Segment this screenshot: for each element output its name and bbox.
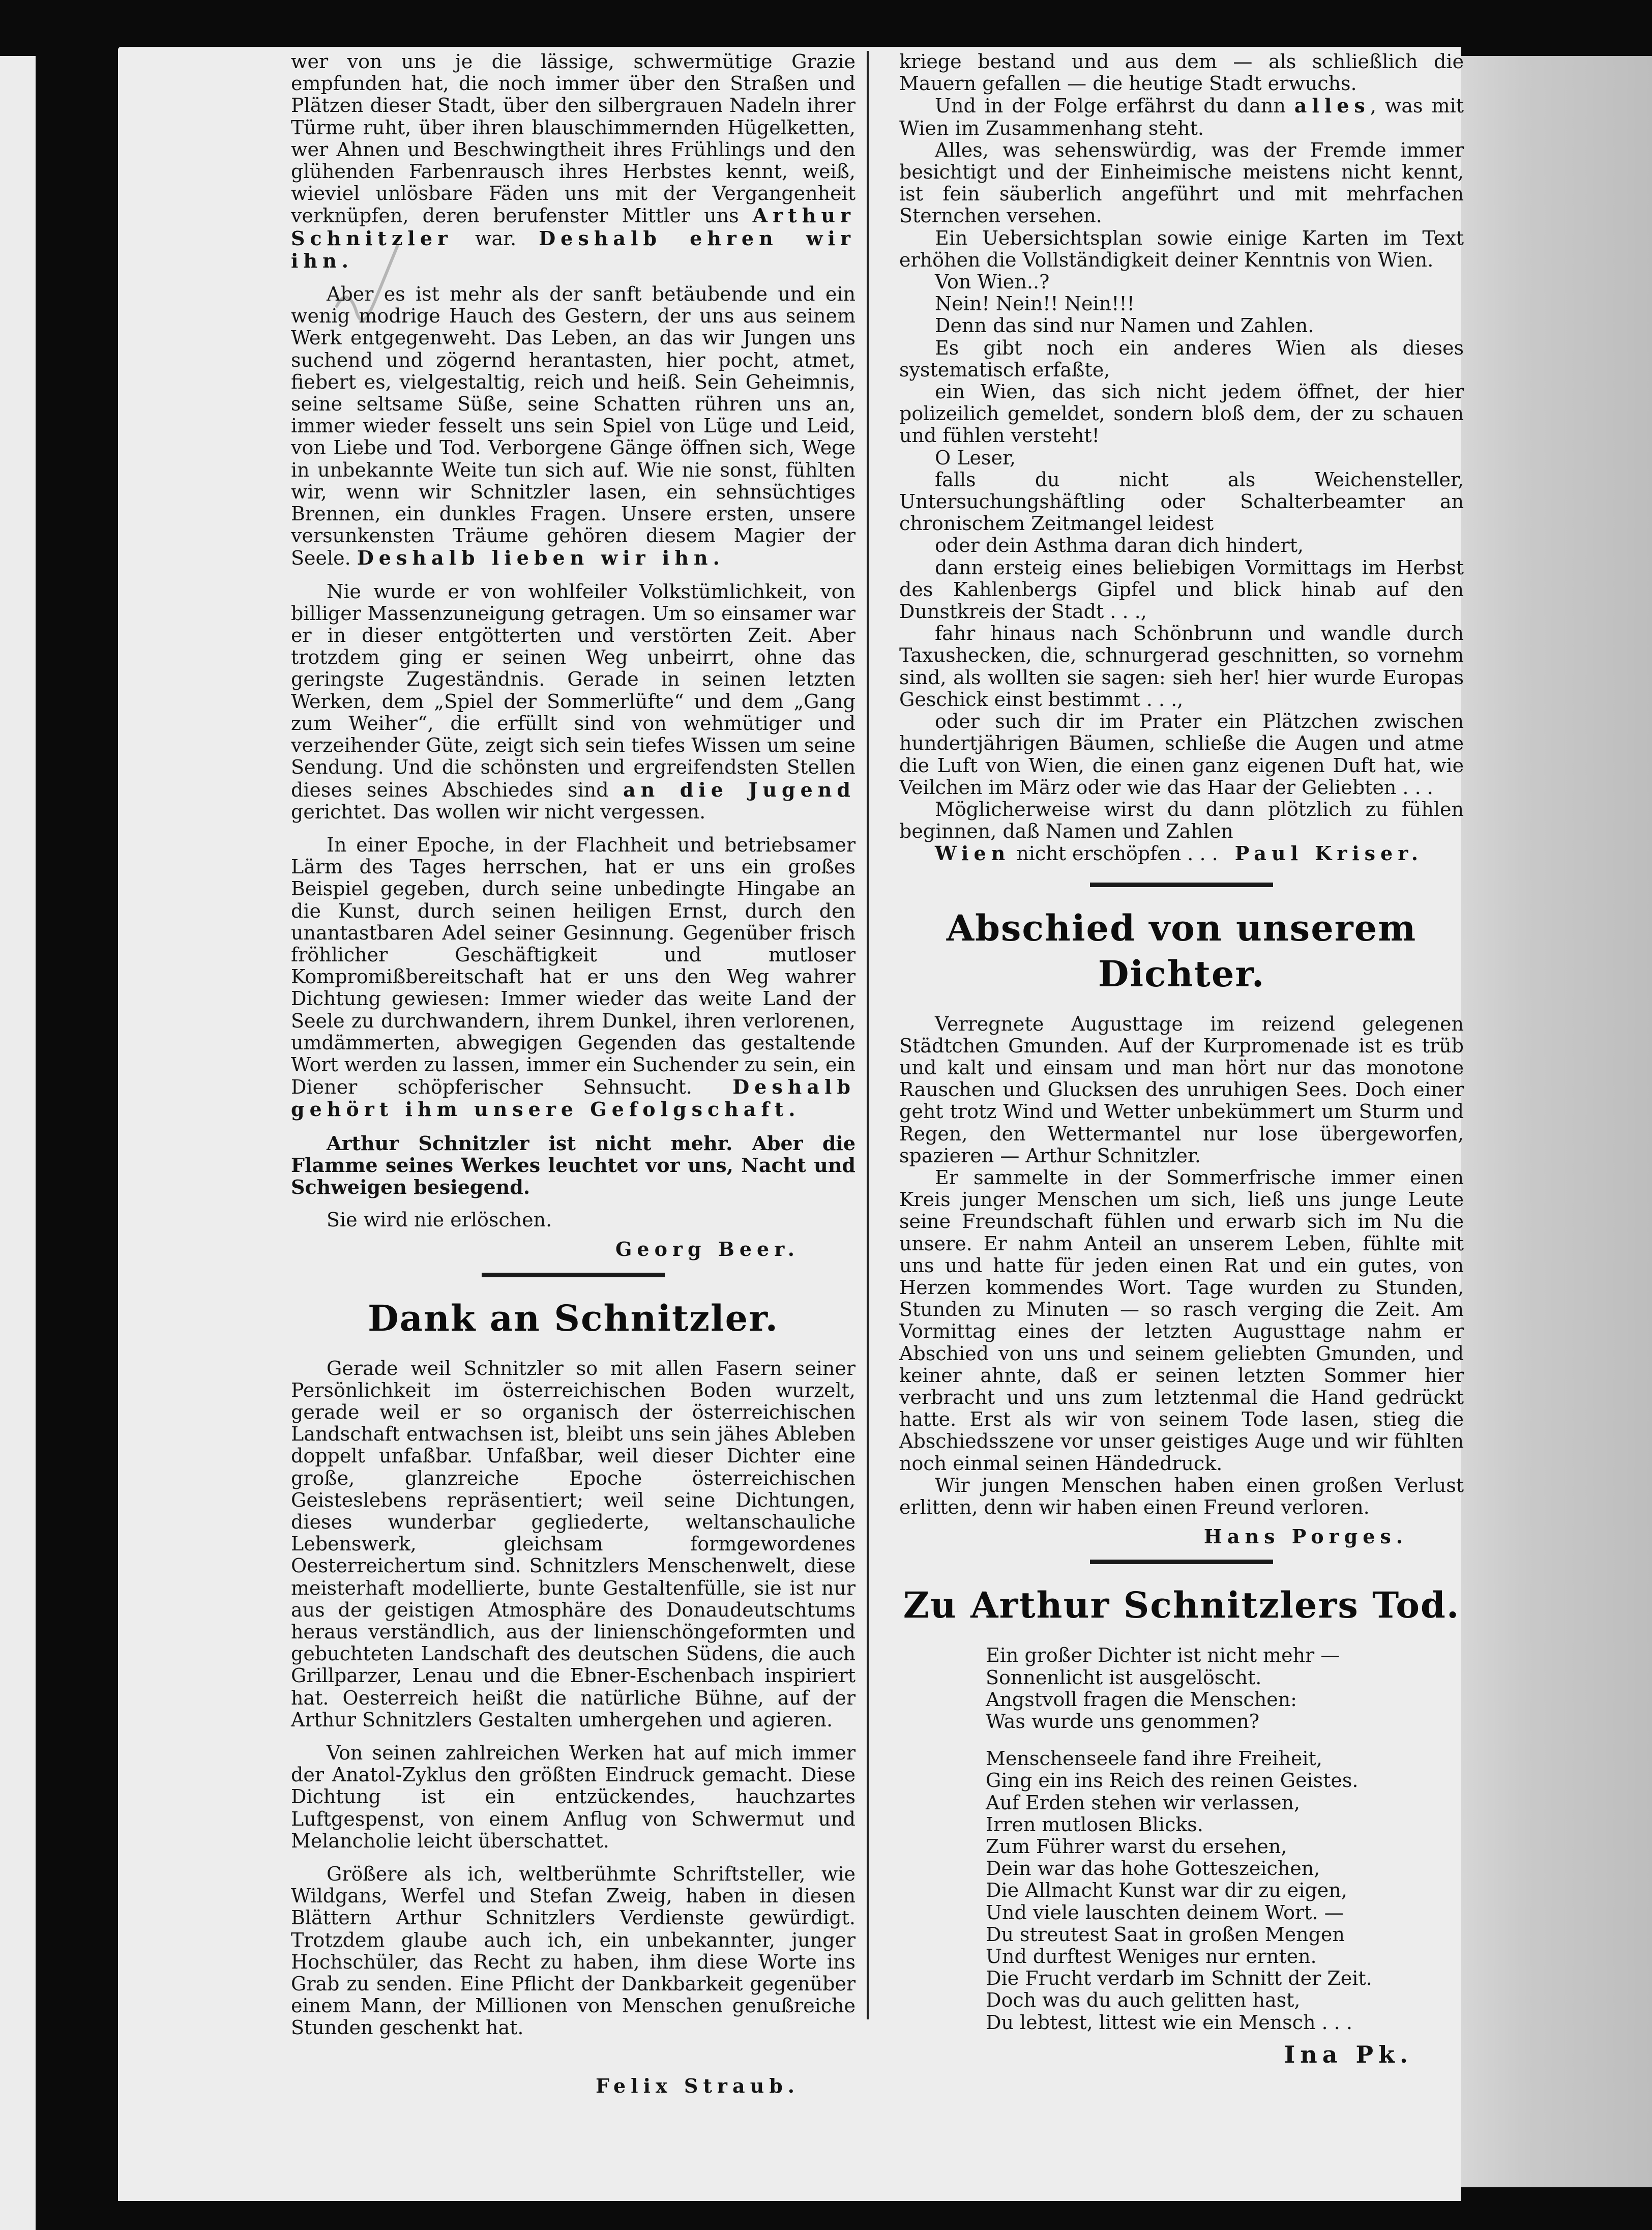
article-title: Abschied von unserem Dichter. (946, 906, 1417, 995)
poem-line: Was wurde uns genommen? (986, 1710, 1260, 1733)
column-rule (867, 51, 869, 2019)
emphasis: Deshalb gehört ihm unsere Gefolgschaft. (291, 1075, 855, 1121)
right-column (899, 51, 1464, 2066)
paragraph: Möglicherweise wirst du dann plötzlich zu fühlen beginnen, daß Namen und Zahlen (899, 798, 1464, 843)
emphasis: an die Jugend (623, 778, 855, 801)
poem-line: Ein großer Dichter ist nicht mehr — (986, 1644, 1340, 1667)
emphasis: Wien (935, 842, 1011, 865)
poem-title: Zu Arthur Schnitzlers Tod. (903, 1584, 1460, 1627)
paragraph: kriege bestand und aus dem — als schließlich die Mauern gefallen — die heutige Stadt erwuchs. (899, 50, 1464, 95)
poem-line: Auf Erden stehen wir verlassen, (986, 1791, 1301, 1814)
paragraph: oder dein Asthma daran dich hindert, (935, 534, 1304, 557)
poem-line: Angstvoll fragen die Menschen: (986, 1688, 1297, 1711)
paragraph: fahr hinaus nach Schönbrunn und wandle durch Taxushecken, die, schnurgerad geschnitten, so vornehm sind, als wollten sie sagen: sieh her! hier wurde Europas Geschick einst bestimmt . . ., (899, 622, 1464, 711)
poem-line: Menschenseele fand ihre Freiheit, (986, 1747, 1322, 1770)
article-paul-kriser (899, 51, 1464, 865)
poem-line: Die Allmacht Kunst war dir zu eigen, (986, 1879, 1347, 1902)
paragraph: In einer Epoche, in der Flachheit und betriebsamer Lärm des Tages herrschen, hat er uns ein großes Beispiel gegeben, durch seine unbedingte Hingabe an die Kunst, durch seinen heiligen Ernst, durch den unantastbaren Adel seiner Gesinnung. Gegenüber frisch fröhlicher Geschäftigkeit und mutloser Kompromißbereitschaft hat er uns den Weg wahrer Dichtung gewiesen: Immer wieder das weite Land der Seele zu durchwandern, ihrem Dunkel, ihren verlorenen, umdämmerten, abwegigen Gegenden das gestaltende Wort werden zu lassen, immer ein Suchender zu sein, ein Diener schöpferischer Sehnsucht. Deshalb gehört ihm unsere Gefolgschaft. (291, 833, 855, 1121)
stanza-break (986, 1733, 1464, 1748)
paragraph: ein Wien, das sich nicht jedem öffnet, der hier polizeilich gemeldet, sondern bloß dem, der zu schauen und fühlen versteht! (899, 380, 1464, 447)
paragraph: Alles, was sehenswürdig, was der Fremde immer besichtigt und der Einheimische meistens nicht kennt, ist fein säuberlich angeführt und mit mehrfachen Sternchen versehen. (899, 138, 1464, 227)
adjacent-page-edge (0, 56, 36, 2230)
author-signature: Felix Straub. (596, 2074, 800, 2097)
paragraph: dann ersteig eines beliebigen Vormittags im Herbst des Kahlenbergs Gipfel und blick hinab auf den Dunstkreis der Stadt . . ., (899, 556, 1464, 623)
article-dank-an-schnitzler (291, 1296, 855, 2097)
paragraph: Von Wien..? (935, 271, 1050, 294)
section-divider (482, 1273, 665, 1277)
left-column (291, 51, 855, 2097)
paragraph: Nie wurde er von wohlfeiler Volkstümlichkeit, von billiger Massenzuneigung getragen. Um so einsamer war er in dieser entgötterten und verstörten Zeit. Aber trotzdem ging er seinen Weg unbeirrt, ohne das geringste Zugeständnis. Gerade in seinen letzten Werken, dem „Spiel der Sommerlüfte“ und dem „Gang zum Weiher“, die erfüllt sind von wehmütiger und verzeihender Güte, zeigt sich sein tiefes Wissen um seine Sendung. Und die schönsten und ergreifendsten Stellen dieses seines Abschiedes sind an die Jugend gerichtet. Das wollen wir nicht vergessen. (291, 580, 855, 823)
article-georg-beer (291, 51, 855, 1260)
paragraph: Arthur Schnitzler ist nicht mehr. Aber die Flamme seines Werkes leuchtet vor uns, Nacht und Schweigen besiegend. (291, 1131, 855, 1198)
paragraph: Ein Uebersichtsplan sowie einige Karten im Text erhöhen die Vollständigkeit deiner Kenntnis von Wien. (899, 226, 1464, 271)
author-signature: Hans Porges. (1203, 1525, 1408, 1548)
author-signature: Paul Kriser. (1234, 842, 1423, 865)
paragraph: Gerade weil Schnitzler so mit allen Fasern seiner Persönlichkeit im österreichischen Boden wurzelt, gerade weil er so organisch der österreichischen Landschaft entwachsen ist, bleibt uns sein jähes Ableben doppelt unfaßbar. Unfaßbar, weil dieser Dichter eine große, glanzreiche Epoche österreichischen Geisteslebens repräsentiert; weil seine Dichtungen, dieses wunderbar gegliederte, weltanschauliche Lebenswerk, gleichsam formgewordenes Oesterreichertum sind. Schnitzlers Menschenwelt, diese meisterhaft modellierte, bunte Gestaltenfülle, sie ist nur aus der geistigen Atmosphäre des Donaudeutschtums heraus verständlich, aus der linienschöngeformten und gebuchteten Landschaft des deutschen Südens, die auch Grillparzer, Lenau und die Ebner-Eschenbach inspiriert hat. Oesterreich heißt die natürliche Bühne, auf der Arthur Schnitzlers Gestalten umhergehen und agieren. (291, 1357, 855, 1731)
poem-line: Irren mutlosen Blicks. (986, 1813, 1203, 1836)
poem-line: Ging ein ins Reich des reinen Geistes. (986, 1769, 1359, 1792)
paragraph: Sie wird nie erlöschen. (327, 1209, 552, 1231)
poem-line: Zum Führer warst du ersehen, (986, 1835, 1287, 1858)
paragraph: Aber es ist mehr als der sanft betäubende und ein wenig modrige Hauch des Gestern, der uns aus seinem Werk entgegenweht. Das Leben, an das wir Jungen uns suchend und zögernd herantasten, hier pocht, atmet, fiebert es, vielgestaltig, reich und heiß. Sein Geheimnis, seine seltsame Süße, seine Schatten rühren uns an, immer wieder fesselt uns sein Spiel von Lüge und Leid, von Liebe und Tod. Verborgene Gänge öffnen sich, Wege in unbekannte Weite tun sich auf. Wie nie sonst, fühlten wir, wenn wir Schnitzler lasen, ein sehnsüchtiges Brennen, ein dunkles Fragen. Unsere ersten, unsere versunkensten Träume gehören diesem Magier der Seele. Deshalb lieben wir ihn. (291, 283, 855, 570)
paragraph: wer von uns je die lässige, schwermütige Grazie empfunden hat, die noch immer über den Straßen und Plätzen dieser Stadt, über den silbergrauen Nadeln ihrer Türme ruht, über ihren blauschimmernden Hügelketten, wer Ahnen und Beschwingtheit ihres Frühlings und den glühenden Farbenrausch ihres Herbstes kennt, weiß, wieviel unlösbare Fäden uns mit der Vergangenheit verknüpfen, deren berufenster Mittler uns Arthur Schnitzler war. Deshalb ehren wir ihn. (291, 50, 855, 272)
poem-line: Dein war das hohe Gotteszeichen, (986, 1857, 1320, 1880)
section-divider (1090, 1560, 1273, 1564)
author-signature: Georg Beer. (615, 1238, 800, 1261)
poem-line: Du streutest Saat in großen Mengen (986, 1923, 1345, 1946)
paragraph: Er sammelte in der Sommerfrische immer einen Kreis junger Menschen um sich, ließ uns junge Leute seine Freundschaft fühlen und erwarb sich im Nu die unsere. Er nahm Anteil an unserem Leben, fühlte mit uns und hatte für jeden einen Rat und ein gutes, von Herzen kommendes Wort. Tage wurden zu Stunden, Stunden zu Minuten — so rasch verging die Zeit. Am Vormittag eines der letzten Augusttage nahm er Abschied von uns und seinem geliebten Gmunden, und keiner ahnte, daß er seinen letzten Sommer hier verbracht und uns zum letztenmal die Hand gedrückt hatte. Erst als wir von seinem Tode lasen, stieg die Abschiedsszene vor unser geistiges Auge und wir fühlten noch einmal seinen Händedruck. (899, 1166, 1464, 1475)
paragraph: Verregnete Augusttage im reizend gelegenen Städtchen Gmunden. Auf der Kurpromenade ist es trüb und kalt und einsam und man hört nur das monotone Rauschen und Glucksen des unruhigen Sees. Doch einer geht trotz Wind und Wetter unbekümmert um Sturm und Regen, den Wettermantel nur lose übergeworfen, spazieren — Arthur Schnitzler. (899, 1012, 1464, 1167)
paragraph: Denn das sind nur Namen und Zahlen. (935, 314, 1314, 337)
author-signature: Ina Pk. (1284, 2040, 1413, 2068)
poem-line: Doch was du auch gelitten hast, (986, 1989, 1301, 2012)
backing-paper (1444, 56, 1652, 2187)
article-title: Dank an Schnitzler. (367, 1297, 779, 1339)
paragraph: falls du nicht als Weichensteller, Untersuchungshäftling oder Schalterbeamter an chronischem Zeitmangel leidest (899, 468, 1464, 535)
paragraph: Wir jungen Menschen haben einen großen Verlust erlitten, denn wir haben einen Freund verloren. (899, 1474, 1464, 1518)
emphasis: Deshalb ehren wir ihn. (291, 226, 855, 272)
closing-line: Wien nicht erschöpfen . . . Paul Kriser. (935, 842, 1423, 865)
poem-line: Und durftest Weniges nur ernten. (986, 1945, 1317, 1968)
emphasis: Deshalb lieben wir ihn. (357, 546, 725, 570)
article-abschied (899, 905, 1464, 1548)
paragraph: Und in der Folge erfährst du dann alles, was mit Wien im Zusammenhang steht. (899, 94, 1464, 139)
emphasis: Arthur Schnitzler (291, 204, 855, 250)
emphasis: alles (1294, 94, 1370, 118)
paragraph: Größere als ich, weltberühmte Schriftsteller, wie Wildgans, Werfel und Stefan Zweig, haben in diesen Blättern Arthur Schnitzlers Verdienste gewürdigt. Trotzdem glaube auch ich, ein unbekannter, junger Hochschüler, das Recht zu haben, ihm diese Worte ins Grab zu senden. Eine Pflicht der Dankbarkeit gegenüber einem Mann, der Millionen von Menschen genußreiche Stunden geschenkt hat. (291, 1863, 855, 2039)
poem-line: Die Frucht verdarb im Schnitt der Zeit. (986, 1967, 1372, 1990)
paragraph: Es gibt noch ein anderes Wien als dieses systematisch erfaßte, (899, 336, 1464, 381)
poem-line: Du lebtest, littest wie ein Mensch . . . (986, 2011, 1352, 2034)
section-divider (1090, 883, 1273, 887)
paragraph: O Leser, (935, 446, 1016, 469)
paragraph: oder such dir im Prater ein Plätzchen zwischen hundertjährigen Bäumen, schließe die Augen und atme die Luft von Wien, die einen ganz eigenen Duft hat, wie Veilchen im März oder wie das Haar der Geliebten . . . (899, 710, 1464, 799)
paragraph: Von seinen zahlreichen Werken hat auf mich immer der Anatol-Zyklus den größten Eindruck gemacht. Diese Dichtung ist ein entzückendes, hauchzartes Luftgespenst, von einem Anflug von Schwermut und Melancholie leicht überschattet. (291, 1742, 855, 1852)
paragraph: Nein! Nein!! Nein!!! (935, 292, 1135, 315)
poem-body (899, 1645, 1464, 2033)
poem-zu-schnitzlers-tod (899, 1582, 1464, 2066)
poem-line: Sonnenlicht ist ausgelöscht. (986, 1666, 1262, 1689)
poem-line: Und viele lauschten deinem Wort. — (986, 1901, 1344, 1924)
